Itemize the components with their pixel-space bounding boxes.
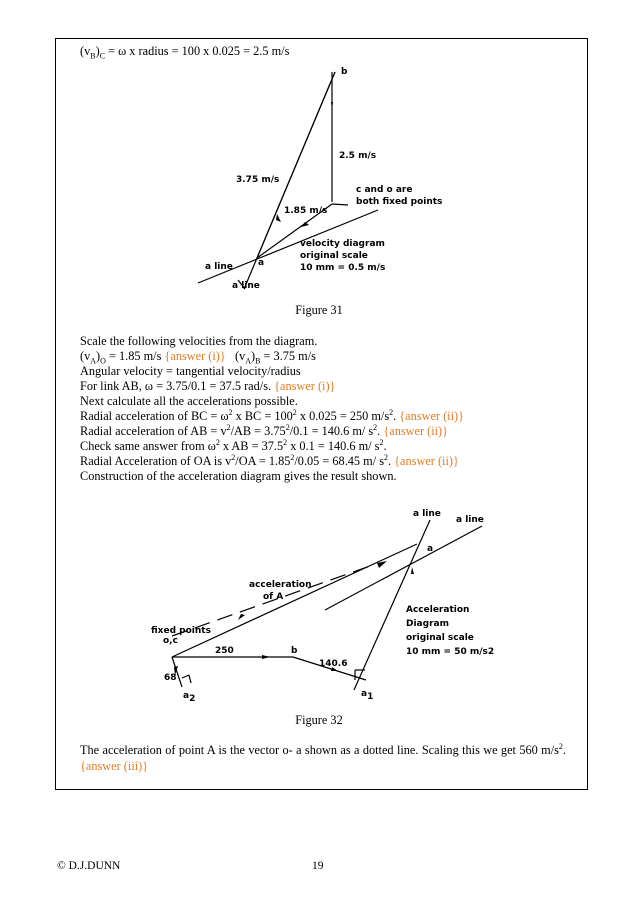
label-b: b	[341, 67, 348, 77]
label-aline2: a line	[456, 515, 484, 525]
page-number: 19	[312, 860, 324, 872]
label-aline1: a line	[205, 262, 233, 272]
vector-a2-a	[172, 544, 417, 657]
body-line-5: Next calculate all the accelerations possible.	[80, 394, 298, 408]
label-ad4: 10 mm = 50 m/s2	[406, 647, 495, 657]
label-sc: 10 mm = 0.5 m/s	[300, 263, 386, 273]
closing-paragraph: The acceleration of point A is the vector o- a shown as a dotted line. Scaling this we get 560 $m/s^2$. {answer (iii)}	[80, 741, 566, 773]
label-1406: 140.6	[319, 659, 348, 669]
label-aline2: a line	[232, 281, 260, 291]
label-ad3: original scale	[406, 633, 474, 643]
acceleration-diagram	[145, 500, 495, 710]
figure-31-caption: Figure 31	[295, 303, 343, 317]
body-line-6: Radial acceleration of BC = $\omega^2$ x BC = $100^2$ x 0.025 = 250 $m/s^2$. {answer (ii)}	[80, 407, 465, 423]
label-b: b	[291, 646, 298, 656]
label-25: 2.5 m/s	[339, 151, 377, 161]
body-line-4: For link AB, ω = 3.75/0.1 = 37.5 rad/s. {answer (i)}	[80, 379, 336, 393]
footer-copyright: © D.J.DUNN	[57, 860, 121, 872]
label-375: 3.75 m/s	[236, 175, 280, 185]
label-a: a	[258, 258, 265, 268]
body-line-8: Check same answer from $\omega^2$ x AB = $37.5^2$ x 0.1 = 140.6 m/ $s^2$.	[80, 437, 387, 453]
label-a1: a1	[361, 689, 374, 702]
label-c-o-2: both fixed points	[356, 197, 443, 207]
body-line-9: Radial Acceleration of OA is $v^2/OA = 1.85^2/0.05 = 68.45$ m/ $s^2$. {answer (ii)}	[80, 452, 459, 468]
label-fp: fixed points	[151, 626, 211, 636]
body-line-1: Scale the following velocities from the diagram.	[80, 334, 318, 348]
label-a2: a2	[183, 691, 196, 704]
velocity-diagram	[200, 62, 443, 294]
label-185: 1.85 m/s	[284, 206, 328, 216]
a-line-shallow	[325, 526, 482, 610]
figure-32-caption: Figure 32	[295, 713, 343, 727]
label-acc1: acceleration	[249, 580, 312, 590]
label-oc: o,c	[163, 636, 178, 646]
label-acc2: of A	[263, 592, 284, 602]
label-os: original scale	[300, 251, 368, 261]
body-line-10: Construction of the acceleration diagram gives the result shown.	[80, 469, 397, 483]
label-250: 250	[215, 646, 234, 656]
body-line-2: $(v_A)_O = 1.85$ m/s {answer (i)} $(v_A)_B = 3.75$ m/s	[80, 349, 316, 366]
label-vd: velocity diagram	[300, 239, 385, 249]
label-68: 68	[164, 673, 177, 683]
label-aline1: a line	[413, 509, 441, 519]
body-line-7: Radial acceleration of AB = $v^2/AB = 3.75^2/0.1 = 140.6$ m/ $s^2$. {answer (ii)}	[80, 422, 449, 438]
leader-line	[332, 204, 348, 205]
velocity-line: $(v_B)_C = \omega$ x radius = 100 x 0.025 = 2.5 m/s	[80, 44, 290, 61]
body-line-3: Angular velocity = tangential velocity/radius	[80, 364, 301, 378]
label-ad2: Diagram	[406, 619, 449, 629]
label-a: a	[427, 544, 434, 554]
label-ad1: Acceleration	[406, 605, 470, 615]
label-c-o-1: c and o are	[356, 185, 413, 195]
